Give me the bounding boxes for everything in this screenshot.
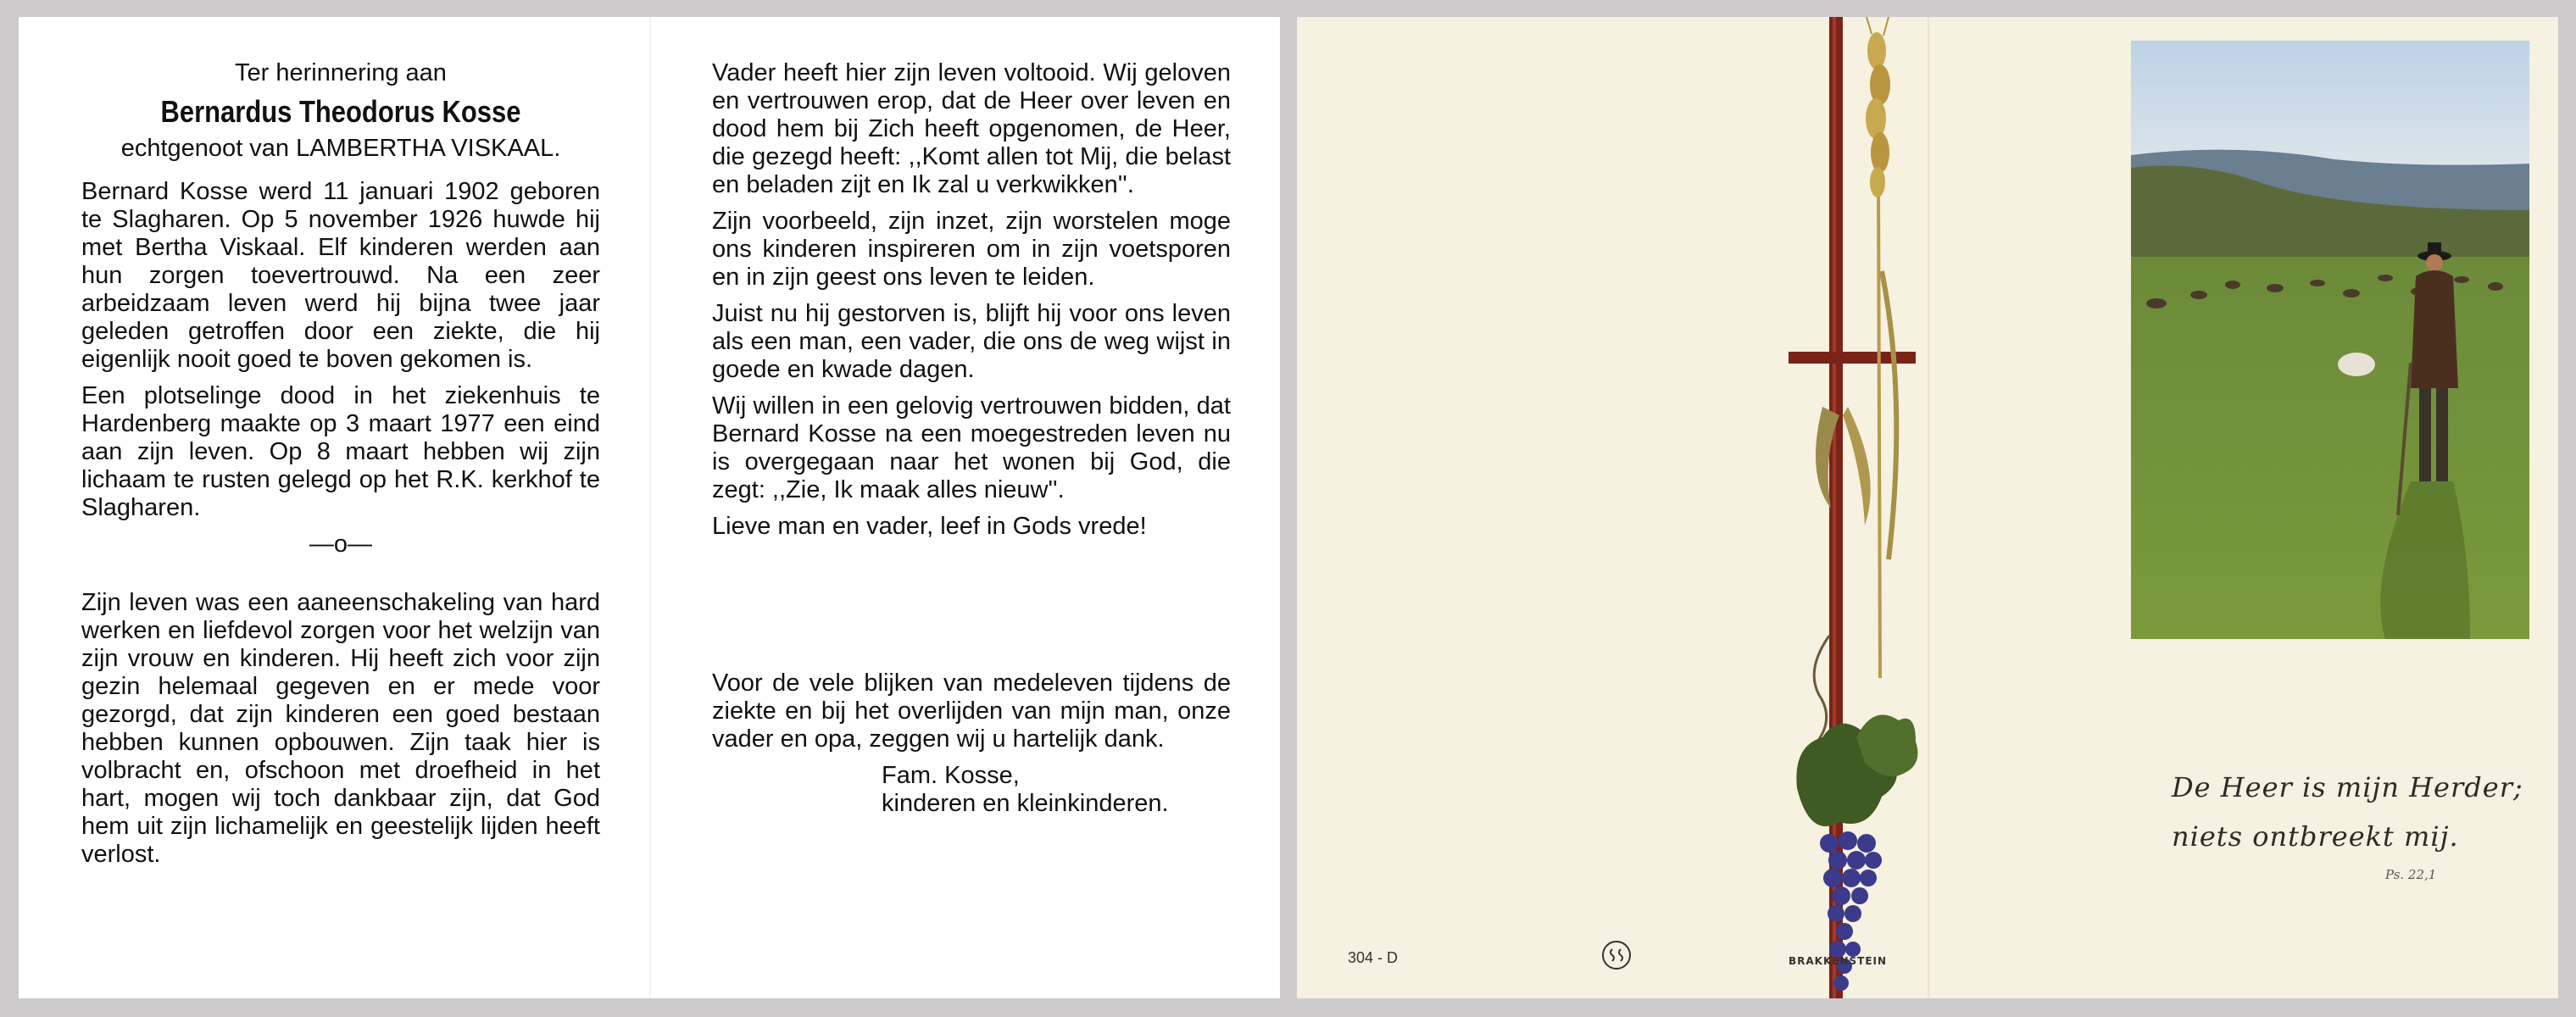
bio-paragraph: Bernard Kosse werd 11 januari 1902 geboren te Slagharen. Op 5 november 1926 huwde hij met Bertha Viskaal. Elf kinderen werden aan hun zorgen toevertrouwd. Na een zeer arbeidzaam leven werd hij bijna twee jaar geleden getroffen door een ziekte, die hij eigenlijk nooit goed te boven gekomen is. [81,178,600,373]
cross-wheat-grapes-illustration [1789,17,1975,998]
spouse-line: echtgenoot van LAMBERTHA VISKAAL. [120,135,561,162]
publisher-logo-icon [1600,939,1633,971]
closing-line: Lieve man en vader, leef in Gods vrede! [712,513,1147,540]
wheat-leaf [1882,271,1896,559]
intro-text: Ter herinnering aan [235,59,447,86]
wheat-ear-icon [1866,17,1890,197]
right-column [712,59,1231,818]
card-code: 304 - D [1348,949,1399,966]
bio-paragraph: Een plotselinge dood in het ziekenhuis te Hardenberg maakte op 3 maart 1977 een eind aan zijn leven. Op 8 maart hebben wij zijn lichaam te rusten gelegd op het R.K. kerkhof te Slagharen. [81,382,600,521]
publisher-name: BRAKKENSTEIN [1789,955,1888,967]
separator: —o— [309,531,373,558]
text-paragraph: Wij willen in een gelovig vertrouwen bidden, dat Bernard Kosse na een moegestreden leven nu is overgegaan naar het wonen bij God, die zegt: ,,Zie, Ik maak alles nieuw''. [712,392,1231,503]
wheat-leaf [1843,407,1871,525]
vine-tendril [1814,636,1829,746]
text-paragraph: Vader heeft hier zijn leven voltooid. Wij geloven en vertrouwen erop, dat de Heer over leven en dood hem bij Zich heeft opgenomen, de Heer, die gezegd heeft: ,,Komt allen tot Mij, die belast en beladen zijt en Ik zal u verkwikken''. [712,59,1231,198]
text-paragraph: Zijn voorbeeld, zijn inzet, zijn worstelen moge ons kinderen inspireren om in zijn voetsporen en in zijn geest ons leven te leiden. [712,208,1231,291]
meadow [2131,257,2529,639]
white-sheep [2338,353,2375,376]
motto-line: niets ontbreekt mij. [2172,820,2459,853]
shepherd-photo [2131,41,2529,639]
memorial-card-inside [19,17,1280,998]
signature-line: Fam. Kosse, [882,762,1020,789]
psalm-reference: Ps. 22,1 [2385,867,2437,882]
cross-horizontal-beam [1789,352,1916,364]
left-column [81,59,600,877]
deceased-name: Bernardus Theodorus Kosse [160,94,521,129]
wheat-stalk [1878,186,1880,678]
text-paragraph: Juist nu hij gestorven is, blijft hij voor ons leven als een man, een vader, die ons de weg wijst in goede en kwade dagen. [712,300,1231,383]
memorial-card-outside [1297,17,2558,998]
thanks-paragraph: Voor de vele blijken van medeleven tijdens de ziekte en bij het overlijden van mijn man, onze vader en opa, zeggen wij u hartelijk dank. [712,670,1231,753]
psalm-motto [2172,763,2528,861]
motto-line: De Heer is mijn Herder; [2172,771,2523,803]
life-paragraph: Zijn leven was een aaneenschakeling van hard werken en liefdevol zorgen voor het welzijn van zijn vrouw en kinderen. Hij heeft zich voor zijn gezin helemaal gegeven en er mede voor gezorgd, dat zijn kinderen een goed bestaan hebben kunnen opbouwen. Zijn taak hier is volbracht en, ofschoon met droefheid in het hart, mogen wij toch dankbaar zijn, dat God hem uit zijn lichamelijk en geestelijk lijden heeft verlost. [81,589,600,868]
signature-line: kinderen en kleinkinderen. [882,790,1169,817]
card-fold-line [649,17,651,998]
